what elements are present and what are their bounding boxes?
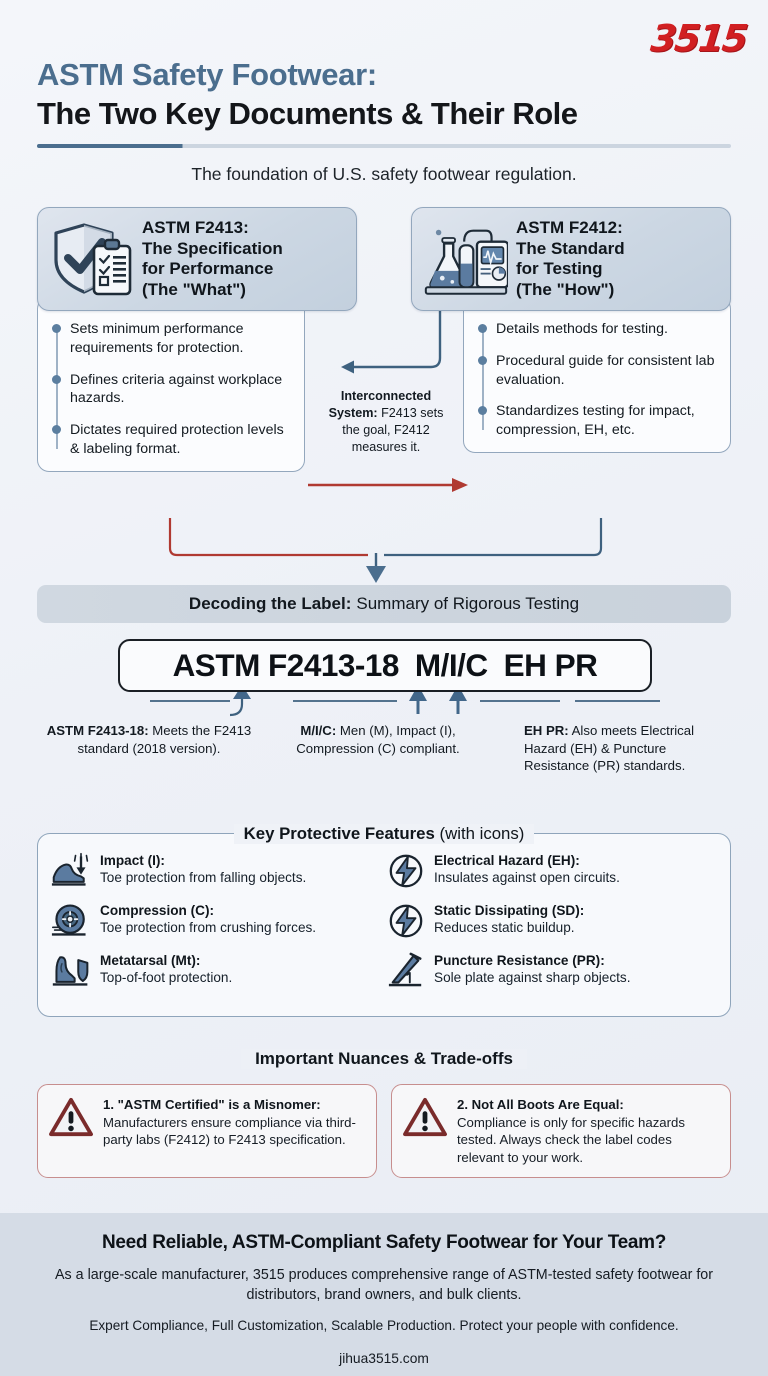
- nuance-misnomer-desc: Manufacturers ensure compliance via third-party labs (F2412) to F2413 specification.: [103, 1114, 356, 1148]
- bullet-text: Defines criteria against workplace hazards.: [70, 371, 283, 407]
- feature-metatarsal-text: [100, 952, 232, 987]
- nuance-misnomer-heading: 1. "ASTM Certified" is a Misnomer:: [103, 1097, 321, 1112]
- bolt-circle-static-icon: [387, 902, 425, 940]
- feature-impact-text: [100, 852, 306, 887]
- feature-impact-heading: Impact (I):: [100, 853, 165, 868]
- label-explanation-mic: [284, 722, 472, 757]
- bullet-text: Sets minimum performance requirements for protection.: [70, 321, 244, 356]
- shield-check-clipboard-icon: [50, 218, 134, 300]
- card-f2413-title-l3: for Performance: [142, 259, 274, 279]
- interconnected-system-note: [322, 388, 450, 456]
- bullet-text: Details methods for testing.: [496, 321, 668, 338]
- feature-puncture-resistance: [387, 952, 717, 990]
- key-features-title-lead: Key Protective Features: [243, 824, 435, 843]
- label-explanation-mic-text: Men (M), Impact (I), Compression (C) compliant.: [296, 723, 460, 756]
- card-f2413-title-l2: The Specification: [142, 238, 283, 258]
- footer-paragraph-1: As a large-scale manufacturer, 3515 produces comprehensive range of ASTM-tested safety footwear for distributors, brand owners, and bulk clients.: [55, 1267, 713, 1304]
- interconnect-lead: Interconnected System:: [328, 389, 432, 420]
- card-f2413-title: [142, 218, 283, 300]
- card-f2412-body: [463, 297, 731, 453]
- card-f2412-title-l2: The Standard: [516, 238, 625, 258]
- label-explanation-mic-lead: M/I/C:: [300, 723, 337, 738]
- feature-static-dissipating: [387, 902, 717, 940]
- feature-eh-text: [434, 852, 620, 887]
- feature-electrical-hazard: [387, 852, 717, 890]
- feature-eh-desc: Insulates against open circuits.: [434, 870, 620, 886]
- feature-metatarsal-desc: Top-of-foot protection.: [100, 970, 233, 986]
- feature-compression-heading: Compression (C):: [100, 903, 215, 918]
- feature-impact: [51, 852, 381, 890]
- nuance-not-equal-heading: 2. Not All Boots Are Equal:: [457, 1097, 624, 1112]
- feature-compression-desc: Toe protection from crushing forces.: [100, 920, 317, 936]
- feature-pr-text: [434, 952, 630, 987]
- feature-eh-heading: Electrical Hazard (EH):: [434, 853, 580, 868]
- wheel-compression-icon: [51, 902, 91, 940]
- key-documents-cards: [0, 207, 768, 527]
- list-item: [496, 402, 718, 439]
- card-f2413-title-l1: ASTM F2413:: [142, 218, 249, 237]
- card-f2412-header: [411, 207, 731, 311]
- feature-sd-text: [434, 902, 584, 937]
- boot-impact-icon: [51, 852, 91, 890]
- feature-metatarsal: [51, 952, 381, 990]
- page-title-line2: The Two Key Documents & Their Role: [37, 95, 578, 131]
- footer-website-url[interactable]: jihua3515.com: [339, 1351, 429, 1367]
- warning-triangle-icon: [402, 1096, 448, 1138]
- label-part-mic: M/I/C: [414, 647, 488, 683]
- feature-compression: [51, 902, 381, 940]
- warning-triangle-icon: [48, 1096, 94, 1138]
- bolt-circle-icon: [387, 852, 425, 890]
- footer-paragraph-2: Expert Compliance, Full Customization, Scalable Production. Protect your people with confidence.: [89, 1318, 679, 1334]
- feature-pr-heading: Puncture Resistance (PR):: [434, 953, 605, 968]
- card-f2412-title-l1: ASTM F2412:: [516, 218, 623, 237]
- label-explanation-standard-lead: ASTM F2413-18:: [46, 723, 149, 738]
- nuance-card-misnomer: [37, 1084, 377, 1178]
- feature-sd-heading: Static Dissipating (SD):: [434, 903, 585, 918]
- card-f2413-header: [37, 207, 357, 311]
- header-divider: [37, 144, 731, 148]
- card-f2413-title-l4: (The "What"): [142, 279, 246, 299]
- nuance-not-equal-text: [457, 1096, 720, 1166]
- nuance-not-equal-desc: Compliance is only for specific hazards tested. Always check the label codes relevant to your work.: [457, 1114, 685, 1165]
- page-title-line1: ASTM Safety Footwear:: [37, 57, 377, 92]
- nuances-title-text: Important Nuances & Trade-offs: [241, 1049, 527, 1069]
- footwear-label-code: [118, 639, 652, 692]
- card-astm-f2412: [411, 207, 731, 453]
- feature-compression-text: [100, 902, 316, 937]
- list-item: [70, 371, 292, 408]
- interconnect-text: F2413 sets the goal, F2412 measures it.: [342, 406, 444, 454]
- label-part-ehpr: EH PR: [503, 647, 598, 683]
- footer-heading: Need Reliable, ASTM-Compliant Safety Footwear for Your Team?: [101, 1232, 667, 1253]
- decoding-banner-lead: Decoding the Label:: [188, 594, 352, 613]
- feature-pr-desc: Sole plate against sharp objects.: [434, 970, 631, 986]
- nuance-misnomer-text: [103, 1096, 366, 1149]
- list-item: [70, 320, 292, 357]
- label-explanation-standard: [40, 722, 258, 757]
- label-explanation-ehpr-text: Also meets Electrical Hazard (EH) & Puncture Resistance (PR) standards.: [524, 723, 695, 774]
- bullet-text: Procedural guide for consistent lab evaluation.: [496, 352, 715, 388]
- feature-impact-desc: Toe protection from falling objects.: [100, 870, 307, 886]
- card-f2413-body: [37, 297, 305, 471]
- footer-cta: [0, 1213, 768, 1376]
- key-features-grid: [37, 852, 731, 990]
- list-item: [496, 320, 718, 339]
- card-f2412-title-l3: for Testing: [516, 259, 603, 279]
- foot-shield-icon: [51, 952, 91, 990]
- card-f2412-title: [516, 218, 625, 300]
- key-features-title-rest: (with icons): [434, 824, 525, 843]
- page-subtitle: The foundation of U.S. safety footwear regulation.: [191, 164, 577, 184]
- nuance-card-not-equal: [391, 1084, 731, 1178]
- label-explanation-ehpr: [524, 722, 732, 775]
- list-item: [496, 352, 718, 389]
- nuances-row: [37, 1084, 731, 1178]
- label-explanation-standard-text: Meets the F2413 standard (2018 version).: [77, 723, 252, 756]
- page-header: [37, 57, 731, 148]
- decoding-label-banner: [37, 585, 731, 623]
- feature-sd-desc: Reduces static buildup.: [434, 920, 575, 936]
- nail-puncture-icon: [387, 952, 425, 990]
- feature-metatarsal-heading: Metatarsal (Mt):: [100, 953, 201, 968]
- bullet-text: Dictates required protection levels & labeling format.: [70, 422, 284, 457]
- lab-equipment-icon: [424, 218, 508, 300]
- card-astm-f2413: [37, 207, 357, 472]
- decoding-banner-rest: Summary of Rigorous Testing: [356, 594, 580, 613]
- card-f2412-title-l4: (The "How"): [516, 279, 615, 299]
- label-explanation-ehpr-lead: EH PR:: [524, 723, 569, 738]
- brand-logo: 3515: [648, 17, 749, 60]
- label-part-standard: ASTM F2413-18: [172, 647, 399, 683]
- nuances-title: [0, 1049, 768, 1069]
- list-item: [70, 421, 292, 458]
- bullet-text: Standardizes testing for impact, compression, EH, etc.: [496, 403, 695, 439]
